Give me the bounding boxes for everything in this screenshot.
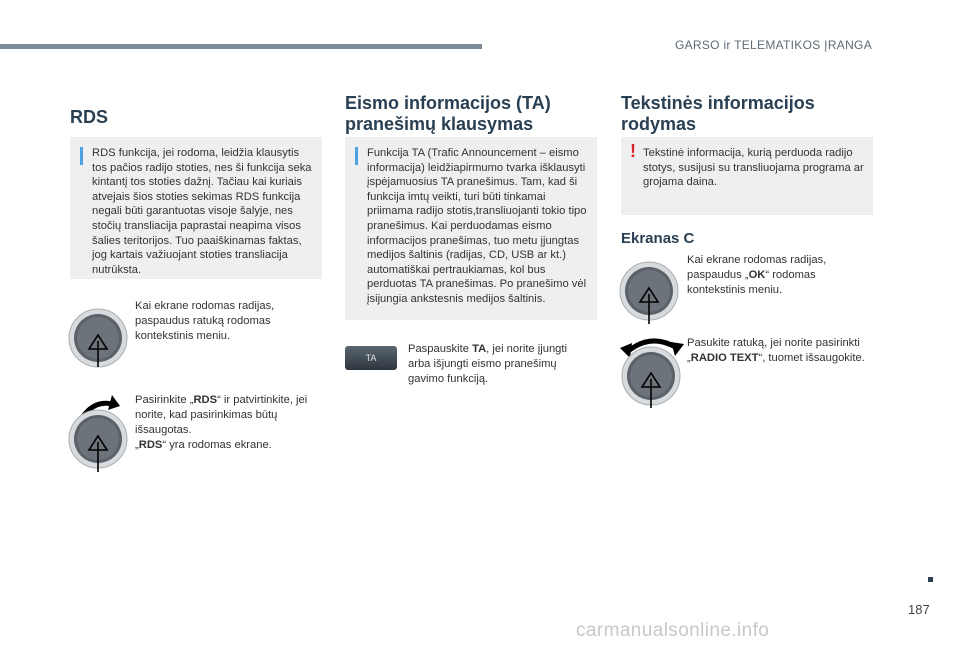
rds-info-box: [70, 137, 322, 279]
screen-c-step-1-bold: OK: [748, 269, 766, 281]
knob-press-icon: [68, 305, 132, 371]
rds-step-2-pre: Pasirinkite „: [135, 394, 194, 406]
screen-c-step-2-pre: Pasukite ratuką, jei norite pasirinkti „: [687, 337, 860, 364]
ta-heading-line-1: Eismo informacijos (TA): [345, 93, 551, 113]
ta-heading: [345, 93, 551, 135]
watermark: carmanualsonline.info: [576, 620, 770, 641]
info-marker-icon: [80, 147, 83, 165]
knob-turn-both-ways-icon: [617, 334, 689, 410]
rds-step-2-bold: RDS: [193, 394, 218, 406]
radiotext-heading-line-2: rodymas: [621, 114, 697, 134]
page-end-marker: [928, 577, 933, 582]
knob-press-icon: [619, 260, 683, 326]
warning-icon: !: [630, 141, 636, 161]
screen-c-step-2-post: “, tuomet išsaugokite.: [758, 352, 865, 364]
ta-step: [408, 342, 588, 387]
screen-c-step-1: [687, 253, 857, 298]
screen-c-heading: Ekranas C: [621, 230, 695, 247]
radiotext-heading: [621, 93, 815, 135]
screen-c-step-2-bold: RADIO TEXT: [690, 352, 759, 364]
knob-rotate-icon: [68, 392, 132, 474]
section-title: GARSO ir TELEMATIKOS ĮRANGA: [674, 38, 872, 52]
info-marker-icon: [355, 147, 358, 165]
rds-info-text: RDS funkcija, jei rodoma, leidžia klausytis tos pačios radijo stoties, nes ši funkcija seka kintantį tos stoties dažnį. Tačiau kai kuriais atvejais šios stoties sekimas RDS funkcija negali būti garantuotas visoje šalyje, nes stočių transliacija paprastai neapima visos šalies teritorijos. Tuo paaiškinamas faktas, jog kartais važiuojant stoties transliacija nutrūksta.: [92, 147, 312, 276]
rds-step-2b-pre: „: [135, 439, 139, 451]
ta-info-text: Funkcija TA (Trafic Announcement – eismo informacija) leidžiapirmumo tvarka išklausyti įspėjamuosius TA pranešimus. Tam, kad ši funkcija imtų veikti, turi būti tinkamai priimama radijo stotis,transliuojanti tokio tipo pranešimus. Kai perduodamas eismo informacijos pranešimas, tuo metu įjungtas medijos šaltinis (radijas, CD, USB ar kt.) automatiškai pertraukiamas, kol bus perduotas TA pranešimas. Po pranešimo vėl įsijungia ankstesnis medijos šaltinis.: [367, 147, 587, 305]
rds-heading: RDS: [70, 107, 109, 127]
radiotext-warning-box: [621, 137, 873, 215]
screen-c-step-1-post: “ rodomas kontekstinis meniu.: [687, 269, 816, 296]
ta-step-bold: TA: [472, 343, 487, 355]
ta-step-pre: Paspauskite: [408, 343, 473, 355]
rds-step-2-post: “ ir patvirtinkite, jei norite, kad pasirinkimas būtų išsaugotas.: [135, 394, 308, 436]
rds-step-1: Kai ekrane rodomas radijas, paspaudus ratuką rodomas kontekstinis meniu.: [135, 300, 275, 342]
rds-step-2b-bold: RDS: [138, 439, 163, 451]
rds-step-2: [135, 393, 313, 453]
screen-c-step-2: [687, 336, 867, 366]
page-number: 187: [908, 602, 930, 617]
radiotext-heading-line-1: Tekstinės informacijos: [621, 93, 815, 113]
ta-step-post: , jei norite įjungti arba išjungti eismo pranešimų gavimo funkciją.: [408, 343, 567, 385]
screen-c-step-1-pre: Kai ekrane rodomas radijas, paspaudus „: [687, 254, 827, 281]
rds-step-2b-post: “ yra rodomas ekrane.: [162, 439, 272, 451]
ta-button[interactable]: TA: [345, 346, 397, 370]
ta-heading-line-2: pranešimų klausymas: [345, 114, 534, 134]
header-rule: [0, 44, 482, 49]
radiotext-warning-text: Tekstinė informacija, kurią perduoda radijo stotys, susijusi su transliuojama programa ar grojama daina.: [643, 147, 864, 189]
ta-info-box: [345, 137, 597, 320]
